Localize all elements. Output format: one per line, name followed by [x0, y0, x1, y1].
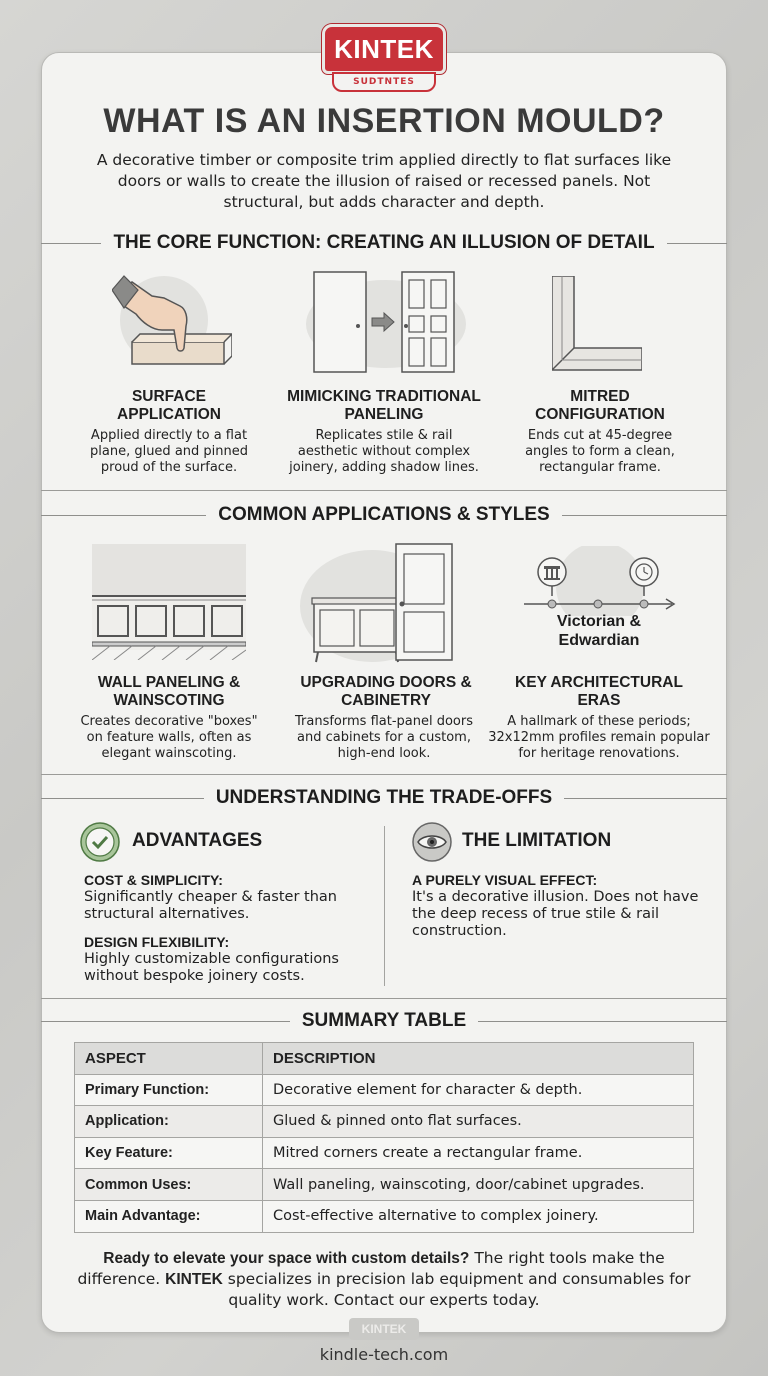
footer-logo: KINTEK	[349, 1318, 419, 1340]
table-cell-aspect: Main Advantage:	[75, 1200, 263, 1232]
limitation-title: THE LIMITATION	[462, 830, 612, 851]
hand-applying-moulding-icon	[112, 272, 232, 372]
summary-section-heading	[41, 1010, 727, 1032]
core-item-title-1: SURFACE APPLICATION	[117, 388, 221, 423]
table-row	[75, 1106, 694, 1138]
table-header-description: DESCRIPTION	[263, 1043, 694, 1075]
logo-subtitle: SUDTNTES	[332, 72, 436, 92]
heading-rule-right	[478, 1021, 727, 1022]
mitred-corner-icon	[552, 276, 642, 372]
core-item-desc-1: Applied directly to a flat plane, glued and pinned proud of the surface.	[90, 428, 248, 475]
summary-heading-text: SUMMARY TABLE	[301, 1010, 467, 1031]
apps-item-desc-2: Transforms flat-panel doors and cabinets for a custom, high-end look.	[295, 714, 473, 761]
table-cell-description: Mitred corners create a rectangular frame.	[263, 1137, 694, 1169]
core-item-title-2: MIMICKING TRADITIONAL PANELING	[287, 388, 481, 423]
table-cell-aspect: Primary Function:	[75, 1074, 263, 1106]
call-to-action	[70, 1248, 698, 1311]
advantages-title: ADVANTAGES	[132, 830, 263, 851]
apps-item-desc-3: A hallmark of these periods; 32x12mm profiles remain popular for heritage renovations.	[488, 714, 710, 761]
section-divider	[41, 998, 727, 999]
heading-rule-left	[41, 798, 204, 799]
advantage-1-heading: COST & SIMPLICITY:	[84, 872, 223, 888]
eye-icon	[412, 822, 452, 862]
core-section-heading	[41, 232, 727, 254]
summary-table	[74, 1042, 694, 1233]
door-transformation-icon	[306, 268, 466, 376]
tradeoffs-vertical-divider	[384, 826, 385, 986]
table-row	[75, 1137, 694, 1169]
cta-rest: specializes in precision lab equipment and consumables for quality work. Contact our experts today.	[222, 1270, 691, 1309]
core-item-desc-2: Replicates stile & rail aesthetic without complex joinery, adding shadow lines.	[289, 428, 479, 475]
apps-item-title-3: KEY ARCHITECTURAL ERAS	[515, 674, 683, 709]
heading-rule-right	[564, 798, 727, 799]
table-header-aspect: ASPECT	[75, 1043, 263, 1075]
core-item-title-3: MITRED CONFIGURATION	[535, 388, 665, 423]
heading-rule-right	[562, 515, 727, 516]
kintek-logo	[322, 24, 446, 100]
heading-rule-right	[667, 243, 727, 244]
table-row	[75, 1074, 694, 1106]
table-cell-description: Decorative element for character & depth.	[263, 1074, 694, 1106]
table-cell-aspect: Application:	[75, 1106, 263, 1138]
timeline-icon	[520, 546, 682, 616]
heading-rule-left	[41, 243, 101, 244]
apps-section-heading	[41, 504, 727, 526]
apps-item-desc-1: Creates decorative "boxes" on feature walls, often as elegant wainscoting.	[80, 714, 258, 761]
cta-mid: The right tools make the difference.	[77, 1249, 665, 1288]
tradeoffs-section-heading	[41, 787, 727, 809]
limitation-text: It's a decorative illusion. Does not have the deep recess of true stile & rail construction.	[412, 889, 699, 939]
tradeoffs-heading-text: UNDERSTANDING THE TRADE-OFFS	[215, 787, 553, 808]
table-row	[75, 1169, 694, 1201]
apps-item-title-1: WALL PANELING & WAINSCOTING	[97, 674, 241, 709]
wainscot-wall-icon	[92, 544, 246, 660]
heading-rule-left	[41, 1021, 290, 1022]
advantage-2-heading: DESIGN FLEXIBILITY:	[84, 934, 230, 950]
cta-brand: KINTEK	[165, 1271, 223, 1288]
table-cell-description: Glued & pinned onto flat surfaces.	[263, 1106, 694, 1138]
cta-lead: Ready to elevate your space with custom details?	[103, 1250, 470, 1267]
table-row	[75, 1200, 694, 1232]
core-item-desc-3: Ends cut at 45-degree angles to form a clean, rectangular frame.	[525, 428, 675, 475]
check-circle-icon	[80, 822, 120, 862]
core-heading-text: THE CORE FUNCTION: CREATING AN ILLUSION OF DETAIL	[113, 232, 655, 253]
apps-item-title-2: UPGRADING DOORS & CABINETRY	[300, 674, 472, 709]
table-cell-description: Cost-effective alternative to complex joinery.	[263, 1200, 694, 1232]
page-title: WHAT IS AN INSERTION MOULD?	[103, 102, 665, 140]
footer-url[interactable]: kindle-tech.com	[319, 1345, 449, 1364]
heading-rule-left	[41, 515, 206, 516]
table-header-row	[75, 1043, 694, 1075]
table-cell-aspect: Common Uses:	[75, 1169, 263, 1201]
table-cell-aspect: Key Feature:	[75, 1137, 263, 1169]
table-cell-description: Wall paneling, wainscoting, door/cabinet upgrades.	[263, 1169, 694, 1201]
limitation-heading: A PURELY VISUAL EFFECT:	[412, 872, 598, 888]
section-divider	[41, 774, 727, 775]
door-cabinet-icon	[300, 542, 470, 664]
era-label: Victorian & Edwardian	[556, 613, 642, 649]
logo-wordmark: KINTEK	[322, 24, 446, 74]
intro-text: A decorative timber or composite trim applied directly to flat surfaces like doors or walls to create the illusion of raised or recessed panels. Not structural, but adds character and depth.	[96, 151, 672, 211]
section-divider	[41, 490, 727, 491]
advantage-2-text: Highly customizable configurations without bespoke joinery costs.	[84, 951, 339, 984]
advantage-1-text: Significantly cheaper & faster than structural alternatives.	[84, 889, 337, 922]
apps-heading-text: COMMON APPLICATIONS & STYLES	[218, 504, 550, 525]
